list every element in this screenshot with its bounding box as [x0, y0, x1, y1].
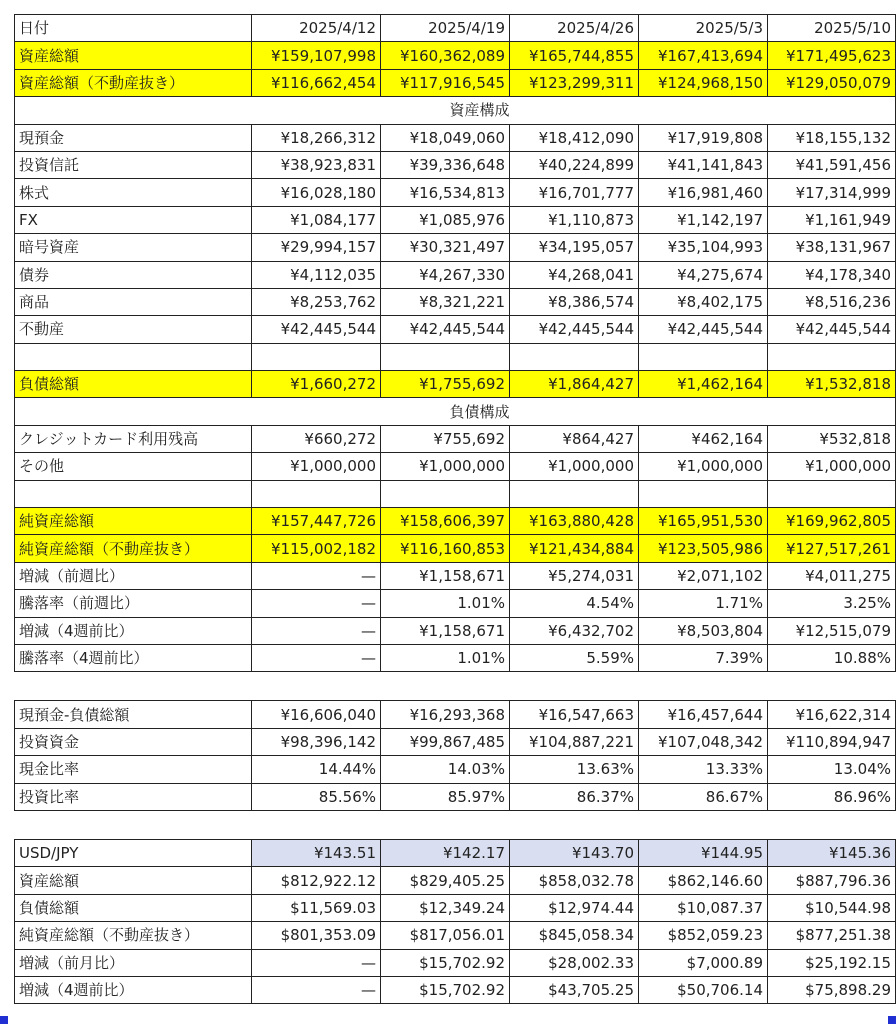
- value-cell[interactable]: ¥18,049,060: [381, 124, 510, 151]
- value-cell[interactable]: ¥1,085,976: [381, 206, 510, 233]
- empty-cell[interactable]: [381, 480, 510, 507]
- section-title[interactable]: 負債構成: [381, 398, 510, 425]
- value-cell[interactable]: 14.44%: [252, 756, 381, 783]
- value-cell[interactable]: 7.39%: [639, 644, 768, 671]
- table-row: [15, 783, 896, 810]
- value-cell[interactable]: ¥34,195,057: [510, 234, 639, 261]
- date-cell[interactable]: 2025/4/12: [252, 15, 381, 42]
- value-cell[interactable]: ¥4,011,275: [768, 562, 896, 589]
- value-cell[interactable]: ¥16,534,813: [381, 179, 510, 206]
- value-cell[interactable]: ¥99,867,485: [381, 728, 510, 755]
- value-cell[interactable]: $817,056.01: [381, 922, 510, 949]
- value-cell[interactable]: 85.56%: [252, 783, 381, 810]
- value-cell[interactable]: ¥16,457,644: [639, 701, 768, 728]
- value-cell[interactable]: ¥17,919,808: [639, 124, 768, 151]
- value-cell[interactable]: ¥4,268,041: [510, 261, 639, 288]
- selection-corner-bottom-right: [888, 1016, 896, 1024]
- date-cell[interactable]: 2025/4/19: [381, 15, 510, 42]
- row-label[interactable]: 商品: [15, 288, 252, 315]
- value-cell[interactable]: ¥38,923,831: [252, 151, 381, 178]
- value-cell[interactable]: ¥2,071,102: [639, 562, 768, 589]
- value-cell[interactable]: ¥1,864,427: [510, 371, 639, 398]
- value-cell[interactable]: 5.59%: [510, 644, 639, 671]
- blank-row: [15, 343, 896, 370]
- table-row: [15, 151, 896, 178]
- value-cell[interactable]: ¥129,050,079: [768, 69, 896, 96]
- value-cell[interactable]: ¥29,994,157: [252, 234, 381, 261]
- empty-cell[interactable]: [15, 343, 252, 370]
- value-cell[interactable]: ¥169,962,805: [768, 508, 896, 535]
- value-cell[interactable]: ¥1,000,000: [639, 453, 768, 480]
- value-cell[interactable]: ¥42,445,544: [639, 316, 768, 343]
- value-cell[interactable]: ¥1,532,818: [768, 371, 896, 398]
- row-label[interactable]: 現預金: [15, 124, 252, 151]
- header-row: [15, 15, 896, 42]
- usd-table: [14, 839, 896, 1004]
- value-cell[interactable]: 86.96%: [768, 783, 896, 810]
- value-cell[interactable]: ¥115,002,182: [252, 535, 381, 562]
- empty-cell[interactable]: [252, 398, 381, 425]
- table-row: [15, 535, 896, 562]
- table-row: [15, 922, 896, 949]
- table-row: [15, 288, 896, 315]
- row-label[interactable]: 増減（4週前比）: [15, 976, 252, 1003]
- empty-cell[interactable]: [768, 343, 896, 370]
- row-label[interactable]: 現金比率: [15, 756, 252, 783]
- value-cell[interactable]: ¥1,000,000: [768, 453, 896, 480]
- table-row: [15, 949, 896, 976]
- row-label[interactable]: 暗号資産: [15, 234, 252, 261]
- value-cell[interactable]: ¥1,000,000: [510, 453, 639, 480]
- value-cell[interactable]: ¥1,000,000: [252, 453, 381, 480]
- value-cell[interactable]: ¥1,142,197: [639, 206, 768, 233]
- value-cell[interactable]: ¥123,299,311: [510, 69, 639, 96]
- value-cell[interactable]: ¥462,164: [639, 425, 768, 452]
- value-cell[interactable]: 1.71%: [639, 590, 768, 617]
- section-title[interactable]: [510, 97, 639, 124]
- row-label[interactable]: 増減（4週前比）: [15, 617, 252, 644]
- value-cell[interactable]: ¥4,275,674: [639, 261, 768, 288]
- value-cell[interactable]: ¥1,158,671: [381, 617, 510, 644]
- value-cell[interactable]: $829,405.25: [381, 867, 510, 894]
- row-label[interactable]: 投資資金: [15, 728, 252, 755]
- value-cell[interactable]: ¥41,141,843: [639, 151, 768, 178]
- value-cell[interactable]: ¥1,161,949: [768, 206, 896, 233]
- empty-cell[interactable]: [639, 97, 768, 124]
- row-label[interactable]: 資産総額（不動産抜き）: [15, 69, 252, 96]
- table-row: [15, 894, 896, 921]
- value-cell[interactable]: ¥107,048,342: [639, 728, 768, 755]
- row-label[interactable]: 資産総額: [15, 42, 252, 69]
- row-label[interactable]: 増減（前週比）: [15, 562, 252, 589]
- row-label[interactable]: 資産総額: [15, 867, 252, 894]
- row-label[interactable]: 現預金-負債総額: [15, 701, 252, 728]
- value-cell[interactable]: $75,898.29: [768, 976, 896, 1003]
- row-label[interactable]: 不動産: [15, 316, 252, 343]
- empty-cell[interactable]: [381, 343, 510, 370]
- row-label[interactable]: 負債総額: [15, 894, 252, 921]
- empty-cell[interactable]: [252, 343, 381, 370]
- table-row: [15, 425, 896, 452]
- table-row: [15, 617, 896, 644]
- value-cell[interactable]: ¥98,396,142: [252, 728, 381, 755]
- value-cell[interactable]: ¥165,951,530: [639, 508, 768, 535]
- table-row: [15, 453, 896, 480]
- empty-cell[interactable]: [15, 97, 252, 124]
- row-label[interactable]: 純資産総額: [15, 508, 252, 535]
- value-cell[interactable]: ¥144.95: [639, 839, 768, 866]
- value-cell[interactable]: $812,922.12: [252, 867, 381, 894]
- value-cell[interactable]: ¥16,028,180: [252, 179, 381, 206]
- value-cell[interactable]: ¥6,432,702: [510, 617, 639, 644]
- value-cell[interactable]: ¥1,462,164: [639, 371, 768, 398]
- blank-row: [15, 480, 896, 507]
- value-cell[interactable]: ¥40,224,899: [510, 151, 639, 178]
- value-cell[interactable]: $845,058.34: [510, 922, 639, 949]
- value-cell[interactable]: ¥8,516,236: [768, 288, 896, 315]
- empty-cell[interactable]: [768, 480, 896, 507]
- value-cell[interactable]: ¥116,160,853: [381, 535, 510, 562]
- value-cell[interactable]: ¥8,386,574: [510, 288, 639, 315]
- value-cell[interactable]: ¥127,517,261: [768, 535, 896, 562]
- value-cell[interactable]: ¥38,131,967: [768, 234, 896, 261]
- date-cell[interactable]: 2025/5/10: [768, 15, 896, 42]
- table-row: [15, 976, 896, 1003]
- value-cell[interactable]: ¥12,515,079: [768, 617, 896, 644]
- value-cell[interactable]: ¥30,321,497: [381, 234, 510, 261]
- selection-corner-bottom-left: [0, 1016, 8, 1024]
- value-cell[interactable]: ¥35,104,993: [639, 234, 768, 261]
- row-label[interactable]: 純資産総額（不動産抜き）: [15, 535, 252, 562]
- value-cell[interactable]: 4.54%: [510, 590, 639, 617]
- value-cell[interactable]: ¥17,314,999: [768, 179, 896, 206]
- value-cell[interactable]: ¥42,445,544: [510, 316, 639, 343]
- value-cell[interactable]: $11,569.03: [252, 894, 381, 921]
- value-cell[interactable]: $15,702.92: [381, 949, 510, 976]
- row-label[interactable]: FX: [15, 206, 252, 233]
- value-cell[interactable]: ¥116,662,454: [252, 69, 381, 96]
- table-row: [15, 839, 896, 866]
- table-row: [15, 124, 896, 151]
- value-cell[interactable]: ¥16,293,368: [381, 701, 510, 728]
- value-cell[interactable]: ¥1,660,272: [252, 371, 381, 398]
- table-row: [15, 756, 896, 783]
- table-row: [15, 206, 896, 233]
- value-cell[interactable]: ¥1,110,873: [510, 206, 639, 233]
- value-cell[interactable]: ¥8,503,804: [639, 617, 768, 644]
- value-cell[interactable]: ¥4,178,340: [768, 261, 896, 288]
- value-cell[interactable]: ¥123,505,986: [639, 535, 768, 562]
- value-cell[interactable]: —: [252, 949, 381, 976]
- value-cell[interactable]: ¥1,755,692: [381, 371, 510, 398]
- value-cell[interactable]: $858,032.78: [510, 867, 639, 894]
- value-cell[interactable]: 14.03%: [381, 756, 510, 783]
- value-cell[interactable]: ¥159,107,998: [252, 42, 381, 69]
- value-cell[interactable]: $12,349.24: [381, 894, 510, 921]
- value-cell[interactable]: 3.25%: [768, 590, 896, 617]
- empty-cell[interactable]: [15, 480, 252, 507]
- value-cell[interactable]: ¥117,916,545: [381, 69, 510, 96]
- empty-cell[interactable]: [639, 398, 768, 425]
- table-row: [15, 728, 896, 755]
- value-cell[interactable]: ¥39,336,648: [381, 151, 510, 178]
- value-cell[interactable]: 1.01%: [381, 644, 510, 671]
- value-cell[interactable]: ¥165,744,855: [510, 42, 639, 69]
- value-cell[interactable]: ¥163,880,428: [510, 508, 639, 535]
- table-row: [15, 867, 896, 894]
- row-label[interactable]: 投資信託: [15, 151, 252, 178]
- value-cell[interactable]: 13.63%: [510, 756, 639, 783]
- empty-cell[interactable]: [15, 398, 252, 425]
- table-row: [15, 508, 896, 535]
- value-cell[interactable]: 86.37%: [510, 783, 639, 810]
- value-cell[interactable]: ¥143.51: [252, 839, 381, 866]
- date-cell[interactable]: 2025/5/3: [639, 15, 768, 42]
- empty-cell[interactable]: [510, 480, 639, 507]
- row-label[interactable]: 債券: [15, 261, 252, 288]
- row-label[interactable]: 負債総額: [15, 371, 252, 398]
- row-label[interactable]: その他: [15, 453, 252, 480]
- value-cell[interactable]: $862,146.60: [639, 867, 768, 894]
- table-row: [15, 261, 896, 288]
- value-cell[interactable]: ¥8,402,175: [639, 288, 768, 315]
- value-cell[interactable]: ¥864,427: [510, 425, 639, 452]
- value-cell[interactable]: $10,544.98: [768, 894, 896, 921]
- empty-cell[interactable]: [252, 480, 381, 507]
- empty-cell[interactable]: [768, 97, 896, 124]
- table-row: [15, 316, 896, 343]
- ratio-table: [14, 700, 896, 811]
- value-cell[interactable]: ¥4,267,330: [381, 261, 510, 288]
- value-cell[interactable]: $50,706.14: [639, 976, 768, 1003]
- section-header-row: [15, 398, 896, 425]
- value-cell[interactable]: $7,000.89: [639, 949, 768, 976]
- table-row: [15, 42, 896, 69]
- row-label[interactable]: 株式: [15, 179, 252, 206]
- row-label[interactable]: 投資比率: [15, 783, 252, 810]
- table-row: [15, 179, 896, 206]
- value-cell[interactable]: ¥4,112,035: [252, 261, 381, 288]
- value-cell[interactable]: ¥121,434,884: [510, 535, 639, 562]
- empty-cell[interactable]: [768, 398, 896, 425]
- value-cell[interactable]: ¥18,266,312: [252, 124, 381, 151]
- table-row: [15, 69, 896, 96]
- value-cell[interactable]: —: [252, 976, 381, 1003]
- row-label[interactable]: 騰落率（前週比）: [15, 590, 252, 617]
- value-cell[interactable]: ¥18,412,090: [510, 124, 639, 151]
- value-cell[interactable]: ¥171,495,623: [768, 42, 896, 69]
- value-cell[interactable]: $25,192.15: [768, 949, 896, 976]
- value-cell[interactable]: ¥8,321,221: [381, 288, 510, 315]
- value-cell[interactable]: 1.01%: [381, 590, 510, 617]
- value-cell[interactable]: ¥1,000,000: [381, 453, 510, 480]
- value-cell[interactable]: ¥158,606,397: [381, 508, 510, 535]
- value-cell[interactable]: $12,974.44: [510, 894, 639, 921]
- empty-cell[interactable]: [510, 343, 639, 370]
- row-label[interactable]: 増減（前月比）: [15, 949, 252, 976]
- row-label[interactable]: 騰落率（4週前比）: [15, 644, 252, 671]
- value-cell[interactable]: $877,251.38: [768, 922, 896, 949]
- value-cell[interactable]: $852,059.23: [639, 922, 768, 949]
- value-cell[interactable]: ¥16,622,314: [768, 701, 896, 728]
- value-cell[interactable]: $15,702.92: [381, 976, 510, 1003]
- table-row: [15, 234, 896, 261]
- section-title[interactable]: 資産構成: [381, 97, 510, 124]
- value-cell[interactable]: ¥42,445,544: [768, 316, 896, 343]
- value-cell[interactable]: ¥160,362,089: [381, 42, 510, 69]
- value-cell[interactable]: ¥755,692: [381, 425, 510, 452]
- value-cell[interactable]: 86.67%: [639, 783, 768, 810]
- value-cell[interactable]: ¥16,981,460: [639, 179, 768, 206]
- value-cell[interactable]: ¥18,155,132: [768, 124, 896, 151]
- value-cell[interactable]: ¥167,413,694: [639, 42, 768, 69]
- spreadsheet: [14, 14, 891, 1004]
- value-cell[interactable]: ¥1,158,671: [381, 562, 510, 589]
- table-row: [15, 644, 896, 671]
- table-row: [15, 590, 896, 617]
- value-cell[interactable]: $801,353.09: [252, 922, 381, 949]
- table-row: [15, 562, 896, 589]
- empty-cell[interactable]: [639, 480, 768, 507]
- value-cell[interactable]: 10.88%: [768, 644, 896, 671]
- section-header-row: [15, 97, 896, 124]
- value-cell[interactable]: —: [252, 590, 381, 617]
- row-label[interactable]: USD/JPY: [15, 839, 252, 866]
- row-label[interactable]: 純資産総額（不動産抜き）: [15, 922, 252, 949]
- date-cell[interactable]: 2025/4/26: [510, 15, 639, 42]
- empty-cell[interactable]: [639, 343, 768, 370]
- value-cell[interactable]: $887,796.36: [768, 867, 896, 894]
- value-cell[interactable]: —: [252, 644, 381, 671]
- value-cell[interactable]: ¥660,272: [252, 425, 381, 452]
- value-cell[interactable]: ¥1,084,177: [252, 206, 381, 233]
- value-cell[interactable]: $10,087.37: [639, 894, 768, 921]
- value-cell[interactable]: ¥104,887,221: [510, 728, 639, 755]
- value-cell[interactable]: —: [252, 617, 381, 644]
- value-cell[interactable]: —: [252, 562, 381, 589]
- value-cell[interactable]: ¥41,591,456: [768, 151, 896, 178]
- table-row: [15, 701, 896, 728]
- value-cell[interactable]: ¥5,274,031: [510, 562, 639, 589]
- table-row: [15, 371, 896, 398]
- value-cell[interactable]: ¥16,547,663: [510, 701, 639, 728]
- value-cell[interactable]: $28,002.33: [510, 949, 639, 976]
- value-cell[interactable]: ¥42,445,544: [381, 316, 510, 343]
- value-cell[interactable]: 85.97%: [381, 783, 510, 810]
- value-cell[interactable]: ¥143.70: [510, 839, 639, 866]
- value-cell[interactable]: ¥16,701,777: [510, 179, 639, 206]
- value-cell[interactable]: ¥532,818: [768, 425, 896, 452]
- value-cell[interactable]: ¥157,447,726: [252, 508, 381, 535]
- value-cell[interactable]: $43,705.25: [510, 976, 639, 1003]
- value-cell[interactable]: ¥16,606,040: [252, 701, 381, 728]
- value-cell[interactable]: ¥110,894,947: [768, 728, 896, 755]
- value-cell[interactable]: ¥142.17: [381, 839, 510, 866]
- section-title[interactable]: [510, 398, 639, 425]
- value-cell[interactable]: 13.33%: [639, 756, 768, 783]
- empty-cell[interactable]: [252, 97, 381, 124]
- row-label[interactable]: クレジットカード利用残高: [15, 425, 252, 452]
- value-cell[interactable]: 13.04%: [768, 756, 896, 783]
- value-cell[interactable]: ¥42,445,544: [252, 316, 381, 343]
- value-cell[interactable]: ¥124,968,150: [639, 69, 768, 96]
- value-cell[interactable]: ¥8,253,762: [252, 288, 381, 315]
- header-label[interactable]: 日付: [15, 15, 252, 42]
- value-cell[interactable]: ¥145.36: [768, 839, 896, 866]
- balance-table: [14, 14, 896, 672]
